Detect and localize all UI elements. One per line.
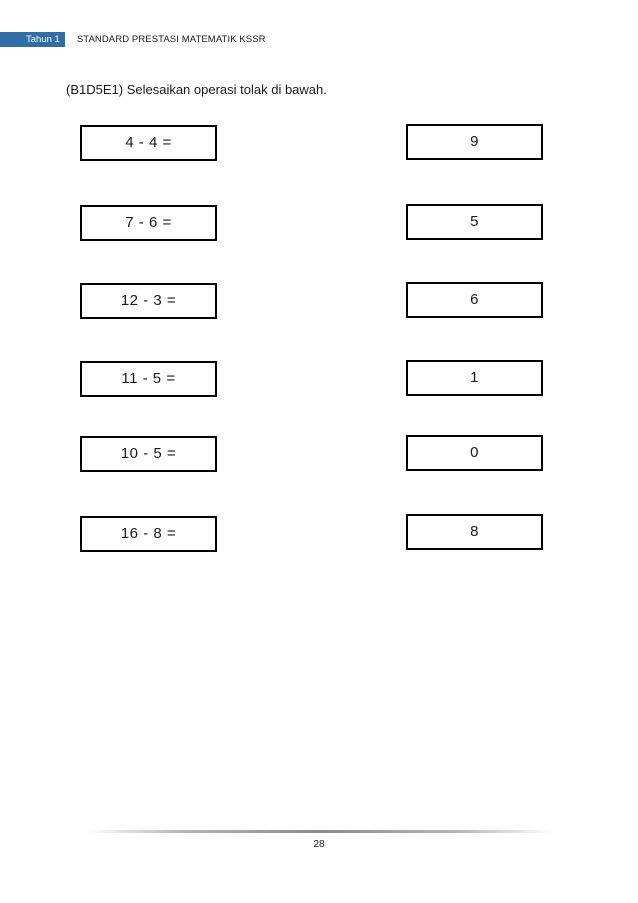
answer-box: 0: [406, 435, 543, 471]
answer-box: 6: [406, 282, 543, 318]
question-box: 11 - 5 =: [80, 361, 217, 397]
footer-divider: [85, 830, 555, 833]
header-title: STANDARD PRESTASI MATEMATIK KSSR: [76, 33, 266, 45]
question-box: 12 - 3 =: [80, 283, 217, 319]
answer-box: 1: [406, 360, 543, 396]
question-box: 16 - 8 =: [80, 516, 217, 552]
page-number: 28: [313, 839, 325, 850]
grade-tab: Tahun 1: [0, 32, 65, 47]
answer-box: 9: [406, 124, 543, 160]
answer-box: 8: [406, 514, 543, 550]
page-header: [0, 31, 266, 47]
instruction-text: (B1D5E1) Selesaikan operasi tolak di bawah.: [66, 82, 327, 97]
question-box: 7 - 6 =: [80, 205, 217, 241]
question-box: 10 - 5 =: [80, 436, 217, 472]
answer-box: 5: [406, 204, 543, 240]
question-box: 4 - 4 =: [80, 125, 217, 161]
